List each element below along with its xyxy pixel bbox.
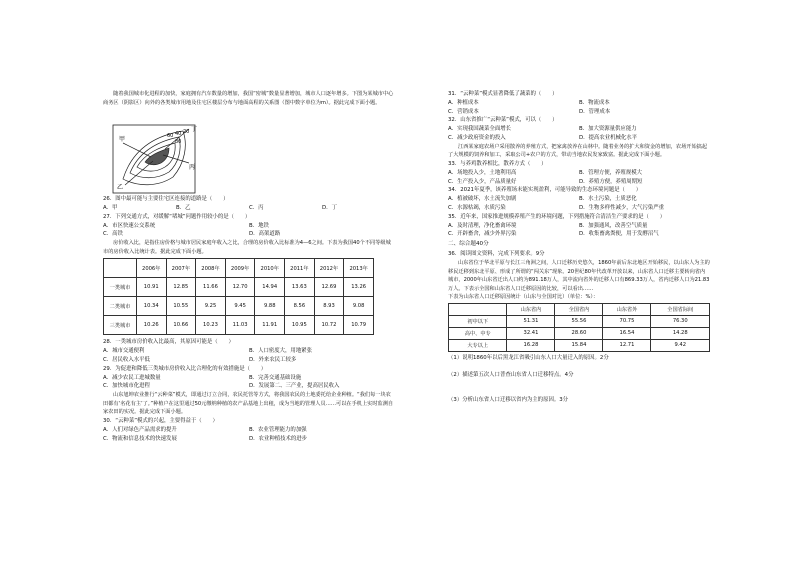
answer-space[interactable] xyxy=(448,363,710,371)
table-header-cell: 全国省内 xyxy=(555,303,603,315)
table-cell: 10.72 xyxy=(314,316,344,335)
contour-label-60: 60 xyxy=(167,133,174,140)
q36-sub-2: （2）描述第五次人口普查山东省人口迁移特点。4分 xyxy=(448,371,574,378)
table-header-cell: 2008年 xyxy=(196,259,226,278)
table-cell: 13.63 xyxy=(285,278,315,297)
intro2-paragraph: 房价收入比，是指住房价格与城市居民家庭年收入之比，合理的房价收入比标准为4—6之间。下表为我国40个不同等级城市的房价收入比统计表。据此完成下面小题。 xyxy=(103,240,391,255)
q32-option-b[interactable]: B．加大资源量供应能力 xyxy=(579,126,637,133)
map-label-yi: 乙 xyxy=(117,184,124,192)
q26-option-a[interactable]: A．甲 xyxy=(103,204,118,211)
left-column xyxy=(103,90,395,443)
question-29: 29．为促进和降低三类城市房价收入比合理化的有效措施是（ ） xyxy=(103,365,267,372)
table-header-cell: 2013年 xyxy=(344,259,374,278)
q31-option-a[interactable]: A．种植成本 xyxy=(448,99,479,106)
table-cell: 12.71 xyxy=(603,339,651,351)
question-35-options xyxy=(448,222,710,240)
table-cell: 三类城市 xyxy=(104,316,137,335)
q27-option-d[interactable]: D．高架道路 xyxy=(249,231,281,238)
table-cell: 10.26 xyxy=(136,316,166,335)
q36-material-paragraph: 山东省位于华北平原与长江三角洲之间，人口迁移历史悠久，1860年前后东北地区开始移民，以山东人为主的移民迁移到东北平原、形成了所谓的“闯关东”现象。20世纪80年代改革开放以来，山东省人口迁移主要转向省内城市，2000年山东省迁出人口约为891.18万人，其中流向省外的迁移人口有869.33万人，省内迁移人口为21.83万人。下表示全国和山东省人口迁移原因的比较，可以看出…… xyxy=(448,259,710,292)
q28-option-c[interactable]: C．居民收入水平低 xyxy=(103,356,150,363)
table-header-row xyxy=(104,259,374,278)
table-cell: 9.88 xyxy=(255,297,285,316)
table-cell: 9.42 xyxy=(651,339,710,351)
q30-option-b[interactable]: B．农业管理能力的加强 xyxy=(249,426,307,433)
section-title-comprehensive: 二、综合题40分 xyxy=(448,241,489,248)
map-label-ding: 丁 xyxy=(191,126,198,134)
table-cell: 14.94 xyxy=(255,278,285,297)
q35-option-a[interactable]: A．及时清理，净化畜禽环境 xyxy=(448,222,517,229)
table-cell: 10.91 xyxy=(136,278,166,297)
question-30: 30．“云种菜”模式的兴起，主要得益于（ ） xyxy=(103,417,218,424)
q33-option-d[interactable]: D．养殖方便，养殖周期短 xyxy=(579,178,643,185)
question-29-options xyxy=(103,374,395,392)
question-28-options xyxy=(103,347,395,365)
table-header-row xyxy=(449,303,710,315)
q30-option-c[interactable]: C．物流和信息技术的快速发展 xyxy=(103,435,177,442)
table-header-cell: 山东省外 xyxy=(603,303,651,315)
table-cell: 8.93 xyxy=(314,297,344,316)
table-row xyxy=(449,315,710,327)
q28-option-d[interactable]: D．外来农民工较多 xyxy=(249,356,297,363)
table-header-cell: 2012年 xyxy=(314,259,344,278)
q27-option-b[interactable]: B．地铁 xyxy=(249,222,269,229)
table-cell: 10.66 xyxy=(166,316,196,335)
question-34: 34．2021年夏季，该养殖场未能实现盈利，可能导致的生态环境问题是（ ） xyxy=(448,187,642,194)
table-cell: 10.23 xyxy=(196,316,226,335)
house-price-ratio-table xyxy=(103,258,374,335)
question-30-options xyxy=(103,426,395,444)
q32-option-a[interactable]: A．实现我国蔬菜全面增长 xyxy=(448,126,511,133)
question-33: 33．与养鸡散养相比，散养方式（ ） xyxy=(448,160,547,167)
table-cell: 16.28 xyxy=(507,339,555,351)
q29-option-a[interactable]: A．减少农民工进城数量 xyxy=(103,374,161,381)
q26-option-b[interactable]: B．乙 xyxy=(176,204,191,211)
table-header-cell: 全国省际间 xyxy=(651,303,710,315)
table-cell: 一类城市 xyxy=(104,278,137,297)
table-cell: 9.25 xyxy=(196,297,226,316)
q31-option-c[interactable]: C．营销成本 xyxy=(448,108,479,115)
q29-option-d[interactable]: D．发展第二、三产业，提高居民收入 xyxy=(249,383,340,390)
q35-option-c[interactable]: C．开辟畜舍，减少外界污染 xyxy=(448,231,517,238)
q30-option-a[interactable]: A．人们对绿色产品需求的提升 xyxy=(103,426,177,433)
q28-option-b[interactable]: B．人口密度大，用地紧张 xyxy=(249,348,312,355)
table-cell: 51.31 xyxy=(507,315,555,327)
q34-option-d[interactable]: D．生物多样性减少，大气污染严重 xyxy=(579,204,665,211)
table-header-cell: 2011年 xyxy=(285,259,315,278)
table-cell: 55.56 xyxy=(555,315,603,327)
map-label-jia: 甲 xyxy=(119,136,126,144)
intro4-paragraph: 江西某家庭农场户采用散养的养殖方式，把家禽放养在山林中。随着业务的扩大和资金的增加，农场开始搞起了大规模的饲养和加工，采取公司+农户的方式，带动当地农民发家致富。据此完成下面小题。 xyxy=(448,143,708,159)
table-cell: 初中以下 xyxy=(449,315,507,327)
table-cell: 10.34 xyxy=(136,297,166,316)
table-header-cell: 2009年 xyxy=(225,259,255,278)
question-26: 26．图中最可能与主要住宅区连接的道路是（ ） xyxy=(103,196,229,203)
table-cell: 32.41 xyxy=(507,327,555,339)
table-cell: 高中、中专 xyxy=(449,327,507,339)
intro3-paragraph: 山东旭坤农业推行“云种菜”模式，即通过订立合同，农民托管等方式，将我国农民的土地委托给企业种植。“我们每一块农田都有‘名花有主’了。”种植户在这里通过50元缴纳种植的农产品基地上出租，成为当地的管理人员……可以在手机上实时监测自家农田的实况。据此完成下面小题。 xyxy=(103,392,394,416)
table-cell: 16.54 xyxy=(603,327,651,339)
table-cell: 15.84 xyxy=(555,339,603,351)
answer-space[interactable] xyxy=(448,388,710,396)
q26-option-d[interactable]: D．丁 xyxy=(322,204,337,211)
question-26-options xyxy=(103,204,395,213)
intro-paragraph: 随着我国城市化进程的加快，家庭拥有汽车数量的增加，我国“密城”数量显著增加，城市人口逐年增多。下图为某城市中心商务区（阴影区）向外的各类城市用地及住宅区楼层分布与地面高程的关系图（图中数字单位为m）。据此完成下面小题。 xyxy=(103,91,394,106)
q33-option-a[interactable]: A．场地投入少，土地利用高 xyxy=(448,169,517,176)
q36-sub-1: （1）说明1860年以后黑龙江省吸引山东人口大量迁入的原因。2分 xyxy=(448,354,609,361)
q28-option-a[interactable]: A．城市交通便利 xyxy=(103,348,145,355)
table-header-cell: 2010年 xyxy=(255,259,285,278)
question-36: 36．阅读图文资料，完成下列要求。9分 xyxy=(448,251,545,258)
table-row xyxy=(449,327,710,339)
table-header-cell xyxy=(104,259,137,278)
table-cell: 9.45 xyxy=(225,297,255,316)
table-cell: 70.75 xyxy=(603,315,651,327)
q30-option-d[interactable]: D．农业种植技术的进步 xyxy=(249,435,308,442)
contour-label-20: 20 xyxy=(183,129,190,136)
table-row xyxy=(104,278,374,297)
table-row xyxy=(104,297,374,316)
contour-label-40: 40 xyxy=(175,131,182,138)
table-header-cell xyxy=(449,303,507,315)
question-34-options xyxy=(448,195,710,213)
table-cell: 12.69 xyxy=(314,278,344,297)
table-cell: 76.30 xyxy=(651,315,710,327)
table-header-cell: 山东省内 xyxy=(507,303,555,315)
table-cell: 9.08 xyxy=(344,297,374,316)
q36-sub-3: （3）分析山东省人口迁移以省内为主的原因。3分 xyxy=(448,396,569,403)
table-cell: 13.26 xyxy=(344,278,374,297)
question-32: 32．山东省推广“云种菜”模式，可以（ ） xyxy=(448,117,558,124)
q35-option-d[interactable]: D．收集畜禽粪便，用于发酵沼气 xyxy=(579,231,659,238)
q34-option-b[interactable]: B．水土污染，土质恶化 xyxy=(579,196,637,203)
question-27: 27．下列交通方式，对缓解“堵城”问题作用较小的是（ ） xyxy=(103,213,251,220)
q29-option-c[interactable]: C．加快城市化进程 xyxy=(103,383,150,390)
question-31-options xyxy=(448,99,710,117)
table-cell: 14.28 xyxy=(651,327,710,339)
q34-option-a[interactable]: A．植被破坏，水土流失加剧 xyxy=(448,196,517,203)
city-contour-map xyxy=(103,107,395,195)
right-column xyxy=(448,90,710,404)
table-cell: 大专以上 xyxy=(449,339,507,351)
q33-option-b[interactable]: B．管理方便，养殖规模大 xyxy=(579,169,642,176)
migration-education-table xyxy=(448,303,710,352)
table-cell: 10.79 xyxy=(344,316,374,335)
table-cell: 28.60 xyxy=(555,327,603,339)
q32-option-c[interactable]: C．减少政府资金的投入 xyxy=(448,134,506,141)
q27-option-c[interactable]: C．高铁 xyxy=(103,231,123,238)
table-cell: 8.56 xyxy=(285,297,315,316)
q31-option-d[interactable]: D．管理成本 xyxy=(579,108,611,115)
table-row xyxy=(104,316,374,335)
question-31: 31．“云种菜”模式显著降低了蔬菜的（ ） xyxy=(448,91,558,97)
contour-label-80: 80 xyxy=(175,139,182,146)
table-cell: 12.70 xyxy=(225,278,255,297)
answer-space[interactable] xyxy=(448,380,710,388)
question-35: 35．近年来，国家推进规模养殖产生的环境问题，下列措施符合清洁生产要求的是（ ） xyxy=(448,213,666,220)
table-cell: 10.55 xyxy=(166,297,196,316)
table-cell: 11.91 xyxy=(255,316,285,335)
map-label-bing: 丙 xyxy=(189,164,196,172)
q33-option-c[interactable]: C．生产投入少，产品质量好 xyxy=(448,178,517,185)
q29-option-b[interactable]: B．完善交通基础设施 xyxy=(249,374,302,381)
contour-map-figure xyxy=(103,107,223,195)
q32-option-d[interactable]: D．提高农业机械化水平 xyxy=(579,134,638,141)
table-row xyxy=(449,339,710,351)
question-33-options xyxy=(448,169,710,187)
question-32-options xyxy=(448,125,710,143)
table-header-cell: 2006年 xyxy=(136,259,166,278)
q34-option-c[interactable]: C．水源枯竭，水质污染 xyxy=(448,204,506,211)
table-cell: 11.03 xyxy=(225,316,255,335)
q31-option-b[interactable]: B．物流成本 xyxy=(579,99,610,106)
table-header-cell: 2007年 xyxy=(166,259,196,278)
table-cell: 10.95 xyxy=(285,316,315,335)
q26-option-c[interactable]: C．丙 xyxy=(249,204,264,211)
question-27-options xyxy=(103,222,395,240)
q36-table-caption: 下表为山东省人口迁移原因统计（山东与全国对比）（单位：%）： xyxy=(448,294,599,301)
table-cell: 11.66 xyxy=(196,278,226,297)
table-cell: 12.85 xyxy=(166,278,196,297)
table-cell: 二类城市 xyxy=(104,297,137,316)
question-28: 28．一类城市房价收入比最高，其原因可能是（ ） xyxy=(103,339,234,346)
q27-option-a[interactable]: A．市区快速公交系统 xyxy=(103,222,156,229)
q35-option-b[interactable]: B．加强通风，改善空气质量 xyxy=(579,222,648,229)
